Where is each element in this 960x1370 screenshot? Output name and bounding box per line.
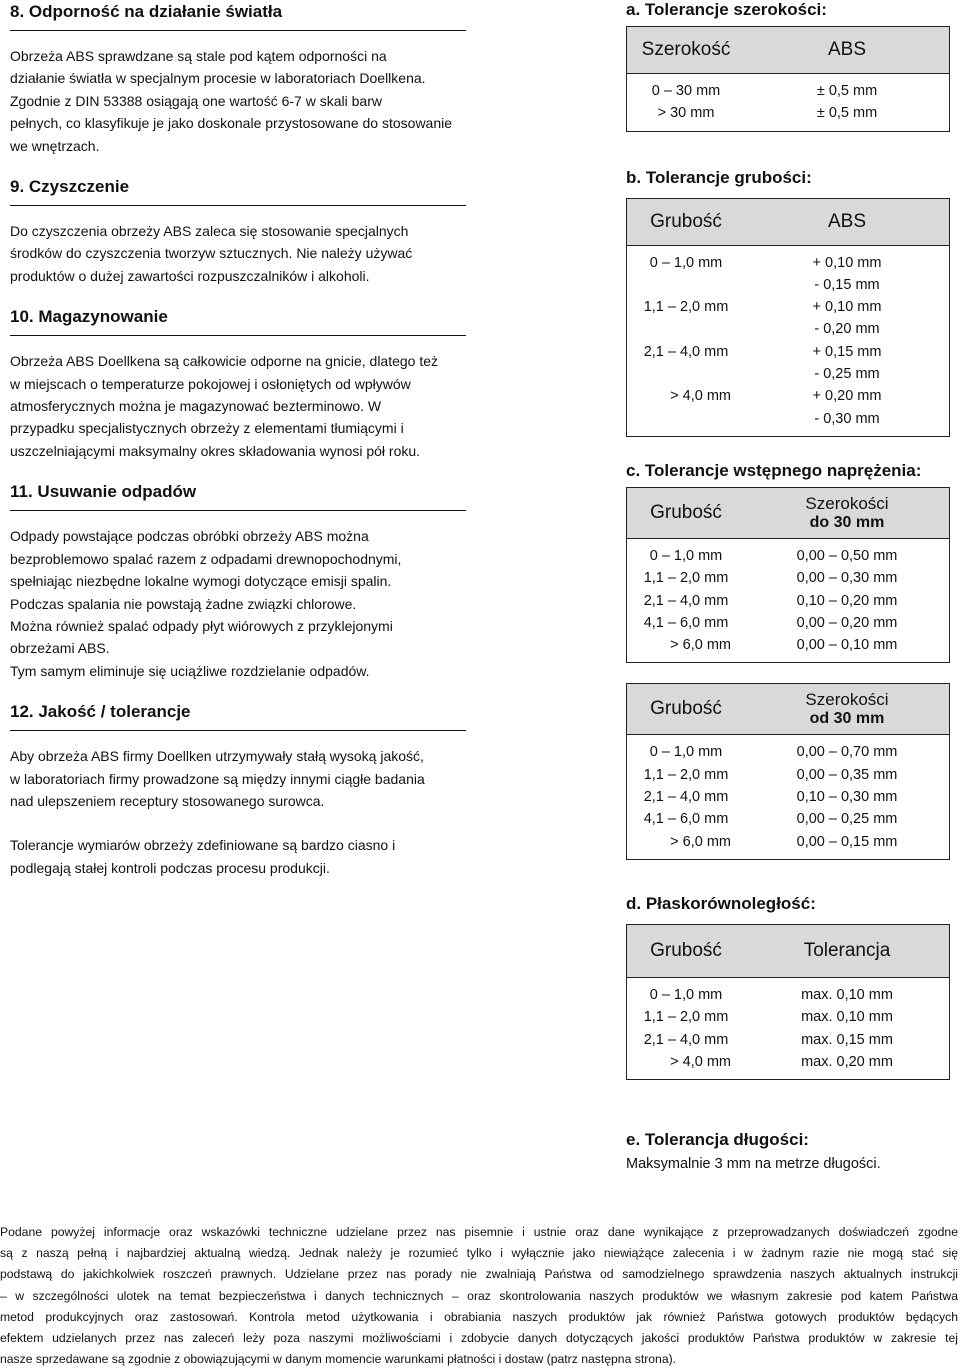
table-row — [627, 808, 949, 830]
table-row — [627, 764, 949, 786]
col-header-width: Szerokość — [641, 39, 731, 60]
table-row — [627, 612, 949, 634]
section-10-text — [10, 350, 466, 462]
text-line: Aby obrzeża ABS firmy Doellken utrzymywały stałą wysoką jakość, — [10, 748, 424, 765]
text-line: w laboratoriach firmy prowadzone są między innymi ciągłe badania — [10, 770, 425, 787]
table-header — [627, 199, 949, 246]
table-row — [627, 567, 949, 589]
cell: 2,1 – 4,0 mm — [643, 1031, 729, 1048]
text-line: w miejscach o temperaturze pokojowej i osłoniętych od wpływów — [10, 375, 411, 392]
cell: - 0,20 mm — [814, 321, 880, 338]
section-8-title: 8. Odporność na działanie światła — [10, 0, 466, 31]
cell: 4,1 – 6,0 mm — [643, 614, 729, 631]
tolerance-a-heading: a. Tolerancje szerokości: — [626, 0, 827, 19]
cell — [627, 318, 745, 340]
cell: 2,1 – 4,0 mm — [643, 789, 729, 806]
text-line: efektem udzielanych przez nas zaleceń leży poza naszymi możliwościami i zdobycie danych dotyczących jakości produktów Państwa produktów w zakresie tej — [0, 1331, 958, 1346]
col-header-width-label: Szerokości — [805, 493, 889, 513]
table-row — [627, 741, 949, 763]
cell: 0,10 – 0,30 mm — [796, 789, 898, 806]
section-12-text-b — [10, 834, 466, 879]
section-11-title: 11. Usuwanie odpadów — [10, 482, 466, 511]
cell: 2,1 – 4,0 mm — [643, 592, 729, 609]
text-line: Odpady powstające podczas obróbki obrzeży ABS można — [10, 528, 369, 545]
cell: > 30 mm — [657, 105, 715, 122]
table-row — [627, 252, 949, 274]
tolerance-e-heading: e. Tolerancja długości: — [626, 1130, 809, 1150]
cell: > 4,0 mm — [670, 388, 731, 405]
section-12-title: 12. Jakość / tolerancje — [10, 702, 466, 731]
cell: 0,00 – 0,35 mm — [796, 766, 898, 783]
col-header-thickness: Grubość — [650, 939, 722, 961]
text-line: działanie światła w specjalnym procesie w laboratoriach Doellkena. — [10, 70, 426, 87]
table-row — [627, 786, 949, 808]
table-row — [627, 385, 949, 407]
cell: > 6,0 mm — [670, 833, 731, 850]
cell: 0,00 – 0,30 mm — [796, 570, 898, 587]
flatness-table — [626, 924, 950, 1080]
cell: 0 – 30 mm — [651, 83, 721, 99]
length-tolerance-text: Maksymalnie 3 mm na metrze długości. — [626, 1156, 881, 1173]
table-row — [627, 408, 949, 430]
cell: > 4,0 mm — [670, 1053, 731, 1070]
table-row — [627, 590, 949, 612]
cell — [627, 408, 745, 430]
section-11-text — [10, 525, 466, 682]
table-row — [627, 102, 949, 124]
cell: - 0,15 mm — [814, 276, 880, 293]
table-row — [627, 634, 949, 656]
col-header-tolerance: Tolerancja — [803, 939, 891, 961]
cell: - 0,25 mm — [814, 366, 880, 383]
text-line: Tolerancje wymiarów obrzeży zdefiniowane są bardzo ciasno i — [10, 837, 396, 854]
cell — [627, 274, 745, 296]
cell: 0,00 – 0,25 mm — [796, 811, 898, 828]
cell: 0,00 – 0,10 mm — [796, 637, 898, 654]
left-column — [10, 0, 466, 879]
tolerance-d-heading: d. Płaskorównoległość: — [626, 893, 816, 913]
cell: 0 – 1,0 mm — [649, 547, 723, 564]
text-line: Do czyszczenia obrzeży ABS zaleca się stosowanie specjalnych — [10, 223, 409, 240]
cell: 4,1 – 6,0 mm — [643, 811, 729, 828]
table-row — [627, 363, 949, 385]
text-line: Podane powyżej informacje oraz wskazówki techniczne udzielane przez nas pisemnie i ustnie oraz dane wynikające z przeprowadzanych doświadczeń zgodne — [0, 1225, 958, 1239]
cell: + 0,10 mm — [812, 254, 882, 271]
cell: max. 0,20 mm — [801, 1053, 893, 1070]
cell: 0 – 1,0 mm — [649, 254, 723, 271]
table-row — [627, 296, 949, 318]
text-line: we wnętrzach. — [10, 137, 100, 154]
text-line: Obrzeża ABS sprawdzane są stale pod kątem odporności na — [10, 48, 387, 64]
text-line: Można również spalać odpady płyt wiórowych z przyklejonymi — [10, 617, 393, 634]
table-row — [627, 341, 949, 363]
section-8-text — [10, 45, 466, 157]
cell: - 0,30 mm — [814, 410, 880, 427]
col-header-width — [745, 690, 949, 728]
cell: + 0,15 mm — [812, 343, 882, 360]
text-line: podlegają stałej kontroli podczas procesu produkcji. — [10, 859, 330, 876]
table-row — [627, 1051, 949, 1073]
width-tolerance-table — [626, 26, 950, 132]
tolerance-b-heading: b. Tolerancje grubości: — [626, 167, 812, 187]
cell: max. 0,10 mm — [801, 986, 893, 1003]
cell: > 6,0 mm — [670, 637, 731, 654]
section-12-text-a — [10, 745, 466, 812]
table-row — [627, 318, 949, 340]
text-line: są z naszą pełną i najbardziej aktualną wiedzą. Jednak należy je rozumieć tylko i wyłącznie jako niewiążące zalecenia i w żadnym razie nie mogą stać się — [0, 1246, 958, 1261]
table-row — [627, 80, 949, 102]
text-line: Zgodnie z DIN 53388 osiągają one wartość 6-7 w skali barw — [10, 92, 382, 109]
col-header-abs: ABS — [827, 39, 867, 60]
cell: max. 0,10 mm — [801, 1009, 893, 1026]
cell: 1,1 – 2,0 mm — [643, 299, 729, 316]
col-header-width — [745, 494, 949, 532]
col-header-abs: ABS — [827, 210, 867, 232]
legal-disclaimer — [0, 1222, 958, 1370]
text-line: nad ulepszeniem receptury stosowanego surowca. — [10, 792, 325, 809]
cell — [627, 363, 745, 385]
cell: 1,1 – 2,0 mm — [643, 570, 729, 587]
cell: 0,00 – 0,20 mm — [796, 614, 898, 631]
section-9-text — [10, 220, 466, 287]
cell: 0,00 – 0,15 mm — [796, 833, 898, 850]
text-line: przypadku specjalistycznych obrzeży z elementami tłumiącymi i — [10, 420, 404, 437]
col-header-thickness: Grubość — [650, 210, 722, 232]
cell: 0,00 – 0,70 mm — [796, 744, 898, 761]
cell: 0,00 – 0,50 mm — [796, 547, 898, 564]
cell: 0 – 1,0 mm — [649, 744, 723, 761]
table-header — [627, 488, 949, 539]
table-row — [627, 984, 949, 1006]
text-line: metod produkcyjnych oraz zastosowań. Kontrola metod użytkowania i obrabiania naszych produktów jak również Państwa gotowych produktów będących — [0, 1309, 958, 1324]
pretension-table-up-to-30 — [626, 487, 950, 663]
cell: ± 0,5 mm — [816, 83, 878, 99]
thickness-tolerance-table — [626, 198, 950, 437]
cell: 2,1 – 4,0 mm — [643, 343, 729, 360]
text-line: nasze sprzedawane są zgodnie z obowiązującymi w danym momencie warunkami płatności i dostaw (patrz następna strona). — [0, 1352, 677, 1367]
table-row — [627, 274, 949, 296]
cell: 0 – 1,0 mm — [649, 986, 723, 1003]
cell: ± 0,5 mm — [816, 105, 878, 122]
text-line: atmosferycznych można je magazynować bezterminowo. W — [10, 398, 382, 415]
table-row — [627, 1006, 949, 1028]
cell: 0,10 – 0,20 mm — [796, 592, 898, 609]
text-line: bezproblemowo spalać razem z odpadami drewnopochodnymi, — [10, 550, 402, 567]
section-9-title: 9. Czyszczenie — [10, 177, 466, 206]
text-line: środków do czyszczenia tworzyw sztucznych. Nie należy używać — [10, 245, 413, 262]
col-header-width-range: do 30 mm — [809, 513, 885, 531]
text-line: – w szczególności ulotek na temat bezpieczeństwa i danych technicznych – oraz skontrolowania naszych produktów we własnym zakresie pod katem Państwa — [0, 1288, 958, 1303]
col-header-thickness: Grubość — [650, 501, 722, 523]
table-header — [627, 925, 949, 978]
cell: + 0,10 mm — [812, 299, 882, 316]
cell: + 0,20 mm — [812, 388, 882, 405]
text-line: Podczas spalania nie powstają żadne związki chlorowe. — [10, 595, 357, 612]
text-line: Obrzeża ABS Doellkena są całkowicie odporne na gnicie, dlatego też — [10, 353, 439, 370]
table-row — [627, 545, 949, 567]
text-line: podstawą do jakichkolwiek roszczeń prawnych. Udzielane przez nas porady nie zwalniają Państwa od samodzielnego sprawdzenia naszych aktualnych instrukcji — [0, 1267, 958, 1282]
text-line: pełnych, co klasyfikuje je jako doskonale przystosowane do stosowanie — [10, 115, 453, 132]
table-header — [627, 27, 949, 74]
table-row — [627, 831, 949, 853]
cell: 1,1 – 2,0 mm — [643, 766, 729, 783]
cell: max. 0,15 mm — [801, 1031, 893, 1048]
col-header-thickness: Grubość — [650, 698, 722, 720]
text-line: spełniając niezbędne lokalne wymogi dotyczące emisji spalin. — [10, 573, 392, 590]
col-header-width-range: od 30 mm — [809, 710, 885, 728]
section-10-title: 10. Magazynowanie — [10, 307, 466, 336]
text-line: produktów o dużej zawartości rozpuszczalników i alkoholi. — [10, 267, 370, 284]
text-line: Tym samym eliminuje się uciążliwe rozdzielanie odpadów. — [10, 662, 370, 679]
pretension-table-from-30 — [626, 683, 950, 859]
text-line: obrzeżami ABS. — [10, 640, 110, 657]
text-line: uszczelniającymi maksymalny okres składowania wynosi pół roku. — [10, 442, 421, 459]
col-header-width-label: Szerokości — [805, 690, 889, 710]
cell: 1,1 – 2,0 mm — [643, 1009, 729, 1026]
right-column — [626, 0, 950, 1172]
tolerance-c-heading: c. Tolerancje wstępnego naprężenia: — [626, 460, 922, 480]
table-row — [627, 1029, 949, 1051]
table-header — [627, 684, 949, 735]
